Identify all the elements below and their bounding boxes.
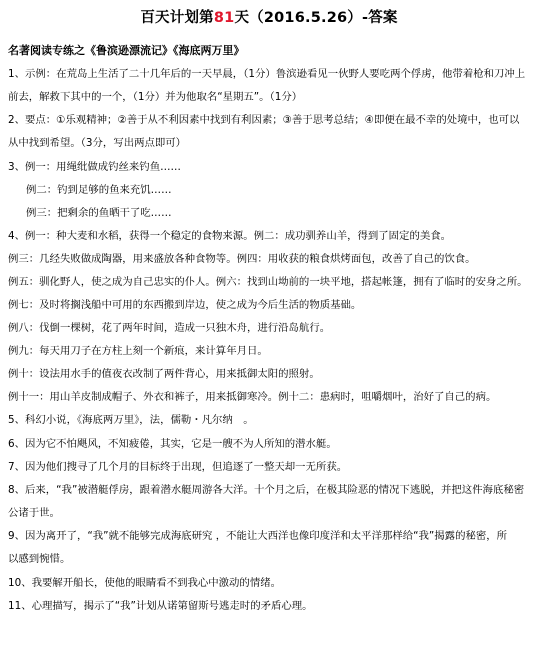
answer-line: 例十：设法用水手的值夜衣改制了两件背心，用来抵御太阳的照射。 xyxy=(8,368,320,380)
answer-line: 11、心理描写，揭示了“我”计划从诺第留斯号逃走时的矛盾心理。 xyxy=(8,600,313,612)
section-heading: 名著阅读专练之《鲁滨逊漂流记》《海底两万里》 xyxy=(8,44,245,57)
answer-line: 3、例一：用绳纰做成钓丝来钓鱼…… xyxy=(8,161,181,173)
answer-line: 例五：驯化野人，使之成为自己忠实的仆人。例六：找到山坳前的一块平地，搭起帐篷，拥有了临时的安身之所。 xyxy=(8,276,528,288)
answer-line: 从中找到希望。（3分，写出两点即可） xyxy=(8,137,187,149)
answer-line: 例七：及时将搁浅船中可用的东西搬到岸边，使之成为今后生活的物质基础。 xyxy=(8,299,362,311)
answer-line: 例十一：用山羊皮制成帽子、外衣和裤子，用来抵御寒冷。例十二：患病时，咀嚼烟叶，治好了自己的病。 xyxy=(8,391,497,403)
answer-line: 8、后来，“我”被潜艇俘房，跟着潜水艇周游各大洋。十个月之后，在极其险恶的情况下逃脱，并把这件海底秘密 xyxy=(8,484,525,496)
title-prefix: 百天计划第 xyxy=(140,10,214,26)
answer-line: 6、因为它不怕飓风，不知疲倦，其实，它是一艘不为人所知的潜水艇。 xyxy=(8,438,337,450)
answer-line: 例三：几经失败做成陶器，用来盛放各种食物等。例四：用收获的粮食烘烤面包，改善了自己的饮食。 xyxy=(8,253,476,265)
answer-line: 例九：每天用刀子在方柱上刻一个新痕，来计算年月日。 xyxy=(8,345,268,357)
answer-line: 7、因为他们搜寻了几个月的目标终于出现，但追逐了一整天却一无所获。 xyxy=(8,461,348,473)
answer-line: 例二：钓到足够的鱼来充饥…… xyxy=(26,184,172,196)
answer-line: 公诸于世。 xyxy=(8,507,60,519)
title-day-number: 81 xyxy=(213,10,235,26)
answer-line: 4、例一：种大麦和水稻，获得一个稳定的食物来源。例二：成功驯养山羊，得到了固定的美食。 xyxy=(8,230,452,242)
answer-line: 10、我要解开船长，使他的眼睛看不到我心中激动的情绪。 xyxy=(8,577,281,589)
answer-line: 5、科幻小说，《海底两万里》，法，儒勒・凡尔纳 。 xyxy=(8,414,254,426)
answer-line: 1、示例：在荒岛上生活了二十几年后的一天早晨，（1分）鲁滨逊看见一伙野人要吃两个俘虏，他带着枪和刀冲上 xyxy=(8,68,526,80)
answer-line: 例八：伐倒一棵树，花了两年时间，造成一只独木舟，进行沿岛航行。 xyxy=(8,322,331,334)
answer-line: 例三：把剩余的鱼晒干了吃…… xyxy=(26,207,172,219)
answer-line: 前去，解救下其中的一个，（1分）并为他取名“星期五”。（1分） xyxy=(8,91,303,103)
answer-line: 2、要点：①乐观精神；②善于从不利因素中找到有利因素；③善于思考总结；④即便在最不幸的处境中，也可以 xyxy=(8,114,520,126)
title-suffix: 天（2016.5.26）-答案 xyxy=(234,10,398,26)
answer-line: 以感到惋惜。 xyxy=(8,553,71,565)
answer-line: 9、因为离开了，“我”就不能够完成海底研究 ，不能让大西洋也像印度洋和太平洋那样给“我”揭露的秘密，所 xyxy=(8,530,508,542)
page-title xyxy=(0,6,538,27)
